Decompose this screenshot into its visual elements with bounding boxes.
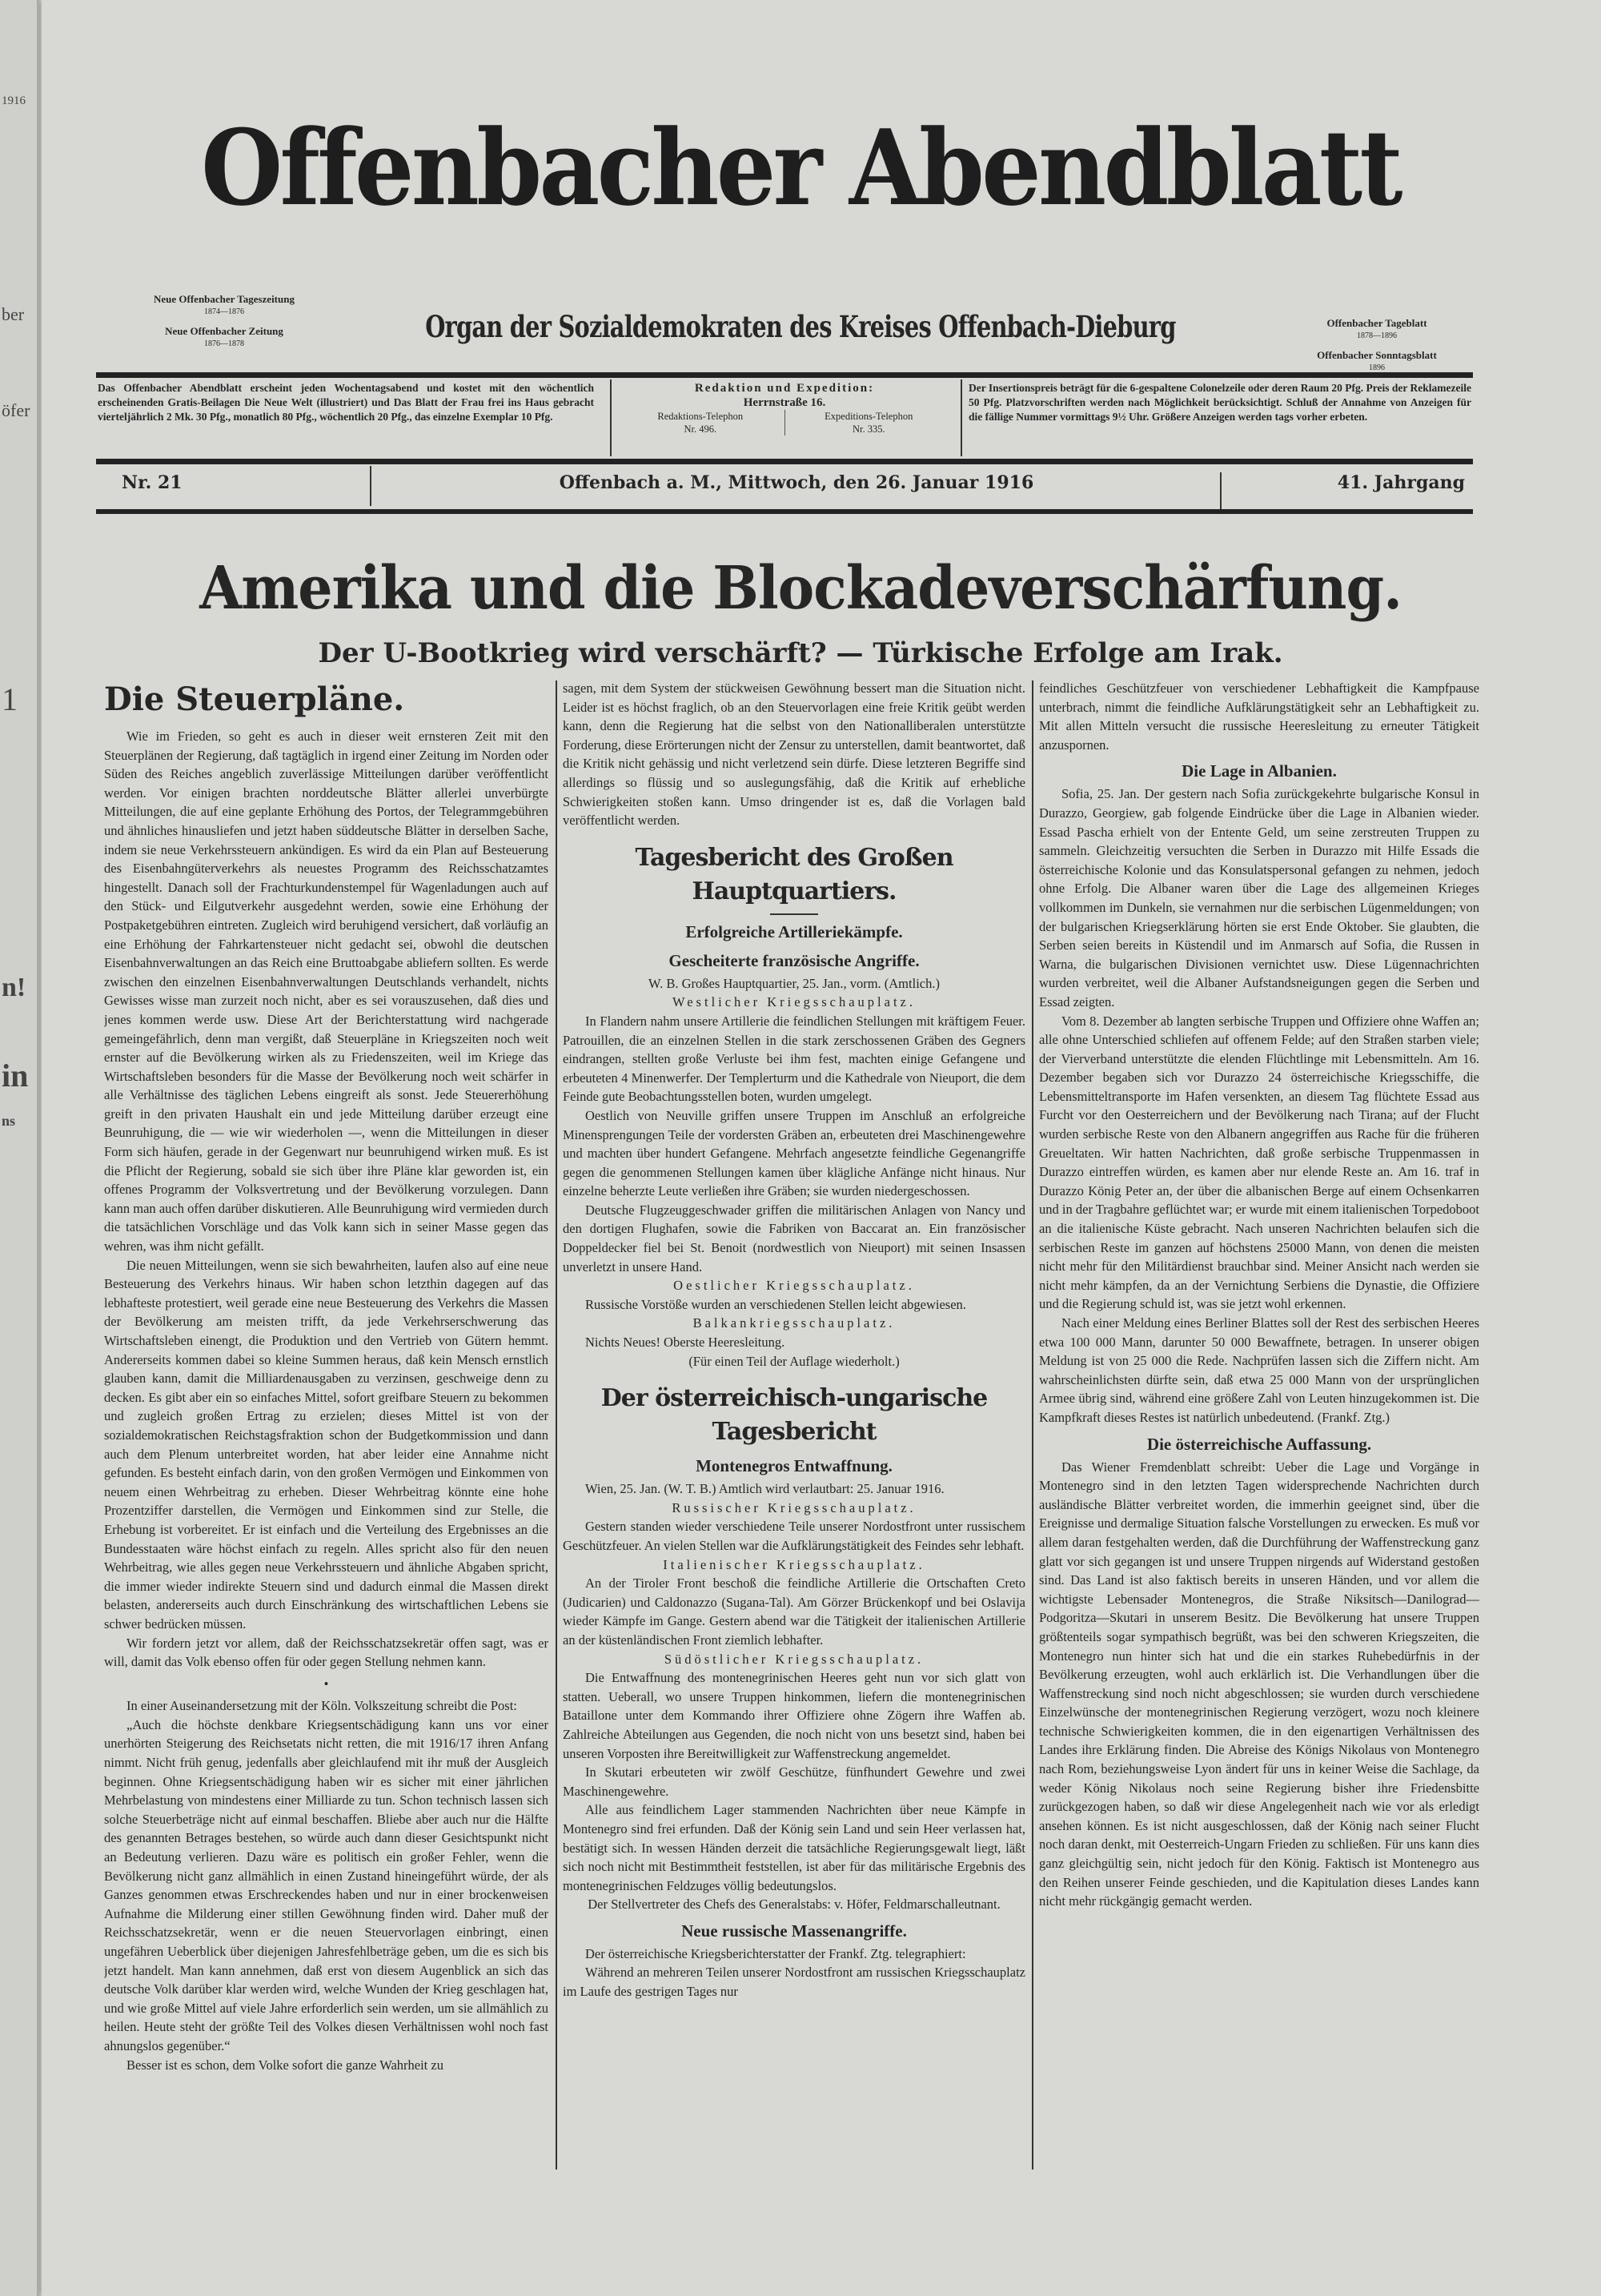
paragraph-continued: sagen, mit dem System der stückweisen Gewöhnung bessert man die Situation nicht. Leider ist es höchst fraglich, ob an den Steuervorlagen eine freie Kritik geübt werden kann, denn die Regierung hat die selbst von den Nationalliberalen unterstützte Forderung, diese Erörterungen nicht der Zensur zu unterstellen, damit beantwortet, daß die Kritik nicht gehässig und nicht verletzend sein dürfe. Diese letzteren Begriffe sind allerdings so flüssig und so auslegungsfähig, daß die Kritik auf erhebliche Schwierigkeiten stoßen kann. Umso dringender ist es, daß die Vorlagen bald veröffentlicht werden. (563, 680, 1025, 829)
theater-heading: Westlicher Kriegsschauplatz. (672, 994, 916, 1010)
paragraph: Nichts Neues! Oberste Heeresleitung. (585, 1335, 785, 1351)
column-divider (1032, 680, 1033, 2170)
paragraph: Die Entwaffnung des montenegrinischen Heeres geht nun vor sich glatt von statten. Ueberall, wo unsere Truppen hinkommen, liefern die montenegrinischen Bataillone unter dem Kommando ihrer Offiziere ohne Zögern ihre Waffen ab. Zahlreiche Abteilungen aus Gegenden, die noch nicht von uns besetzt sind, haben bei unseren Vorposten ihre Bereitwilligkeit zur Waffenstreckung angemeldet. (563, 1670, 1025, 1761)
theater-heading: Oestlicher Kriegsschauplatz. (673, 1278, 915, 1294)
section-heading: Erfolgreiche Artilleriekämpfe. (685, 921, 903, 941)
history-years: 1876—1878 (204, 339, 244, 348)
sub-headline: Der U-Bootkrieg wird verschärft? — Türkische Erfolge am Irak. (318, 637, 1283, 669)
divider (610, 379, 612, 456)
dateline-text: (Für einen Teil der Auflage wiederholt.) (688, 1353, 900, 1369)
sub-headline-line (0, 637, 1601, 669)
history-right (1273, 317, 1481, 375)
column-2 (563, 679, 1025, 2170)
history-name: Offenbacher Sonntagsblatt (1317, 349, 1437, 361)
section-heading: Die Lage in Albanien. (1182, 761, 1337, 781)
expedition-phone (785, 410, 953, 436)
newspaper-title: Offenbacher Abendblatt (201, 106, 1400, 229)
adjacent-fragment: öfer (2, 400, 30, 420)
paragraph: In Skutari erbeuteten wir zwölf Geschütze, fünfhundert Gewehre und zwei Maschinengewehre. (563, 1764, 1025, 1799)
advertising-info: Der Insertionspreis beträgt für die 6-gespaltene Colonelzeile oder deren Raum 20 Pfg. Preis der Reklamezeile 50 Pfg. Platzvorschriften werden nach Möglichkeit berücksichtigt. Schluß der Annahme von Anzeigen für die fällige Nummer vormittags 9½ Uhr. Größere Anzeigen werden tags vorher erbeten. (969, 382, 1471, 423)
paragraph: Sofia, 25. Jan. Der gestern nach Sofia zurückgekehrte bulgarische Konsul in Durazzo, Georgiew, gab folgende Eindrücke über die Lage in Albanien wieder. Essad Pascha erhielt von der Entente Geld, um seine zerstreuten Truppen zu sammeln. Gleichzeitig versuchten die Serben in Durazzo mit Hilfe Essads die österreichische Kolonie und das Konsulatspersonal gefangen zu nehmen, jedoch ohne Erfolg. Die Albaner waren über die Lage des allgemeinen Krieges vollkommen im Dunkeln, sie vernahmen nur die serbischen Lügenmeldungen; von der bulgarischen Kriegserklärung hörten sie erst Ende Oktober. Sie glaubten, die Serben seien bereits in Küstendil und im Anmarsch auf Sofia, die Russen in Warna, die bulgarischen Divisionen vernichtet usw. Diese Lügennachrichten wurden verbreitet, weil die Albaner Aufstandsneigungen gegen die Serben und Essad zeigten. (1039, 786, 1479, 1010)
dateline: Offenbach a. M., Mittwoch, den 26. Januar 1916 (559, 472, 1034, 493)
paragraph-continued: feindliches Geschützfeuer von verschiedener Lebhaftigkeit die Kampfpause unterbrach, nimmt die feindliche Aufklärungstätigkeit sehr an Lebhaftigkeit zu. Mit allen Mitteln versucht die russische Heeresleitung zu erneuter Tätigkeit anzuspornen. (1039, 680, 1479, 753)
article-title: Die Steuerpläne. (104, 680, 405, 718)
redaktion-phone (616, 410, 785, 436)
paragraph: Wir fordern jetzt vor allem, daß der Reichsschatzsekretär offen sagt, was er will, damit das Volk ebenso offen für oder gegen Stellung nehmen kann. (104, 1635, 548, 1670)
dateline-text: Der Stellvertreter des Chefs des Generalstabs: v. Höfer, Feldmarschalleutnant. (588, 1897, 1001, 1913)
adjacent-fragment: n! (2, 973, 26, 1002)
history-item (1273, 349, 1481, 375)
adjacent-fragment: ber (2, 304, 25, 324)
theater-heading: Südöstlicher Kriegsschauplatz. (664, 1651, 925, 1667)
paragraph: Während an mehreren Teilen unserer Nordostfront am russischen Kriegsschauplatz im Laufe des gestrigen Tages nur (563, 1965, 1025, 2000)
phone-label: Redaktions-Telephon (657, 411, 744, 422)
dateline-text: W. B. Großes Hauptquartier, 25. Jan., vorm. (Amtlich.) (648, 975, 940, 991)
theater-heading: Russischer Kriegsschauplatz. (672, 1499, 917, 1515)
newspaper-subtitle: Organ der Sozialdemokraten des Kreises Offenbach-Dieburg (425, 309, 1176, 344)
adjacent-fragment: 1916 (2, 94, 26, 107)
history-years: 1878—1896 (1357, 331, 1397, 340)
column-3 (1039, 679, 1479, 2170)
history-name: Neue Offenbacher Tageszeitung (154, 293, 295, 305)
adjacent-fragment: ns (2, 1113, 16, 1129)
paragraph: Die neuen Mitteilungen, wenn sie sich bewahrheiten, laufen also auf eine neue Besteuerung des Verkehrs hinaus. Wir haben schon letzthin dagegen auf das lebhafteste protestiert, weil gerade eine neue Besteuerung des Verkehrs die Massen der Bevölkerung am meisten trifft, da jede Verkehrserschwerung das Wirtschaftsleben einengt, die Produktion und den Vertrieb von Gütern hemmt. Andererseits kommen dabei so kleine Summen heraus, daß kein Mensch ernstlich glauben kann, damit die Milliardenausgaben zu verzinsen, geschweige denn zu decken. Es gibt aber ein so einfaches Mittel, sofort greifbare Steuern zu bekommen und zugleich großen Ertrag zu erzielen; dieses Mittel ist von der sozialdemokratischen Reichstagsfraktion schon der Budgetkommission und dann auch dem Plenum unterbreitet worden, hat aber leider eine Annahme nicht gefunden. Es besteht einfach darin, von den großen Vermögen und Einkommen von neuem einen Wehrbeitrag zu erheben. Dieser Wehrbeitrag könnte eine hohe Prozentziffer darstellen, die Vermögen und Einkommen sind zur Stelle, die Erhebung ist vorbereitet. Er ist einfach und die Verteilung des Ergebnisses an die Bundesstaaten wäre höchst einfach zu regeln. Alles spricht also für den neuen Wehrbeitrag, wie alles gegen neue Verkehrssteuern und ähnliche Abgaben spricht, die immer wieder indirekte Steuern sind und dadurch einmal die Massen direkt belasten, andererseits auch durch Einschränkung des wirtschaftlichen Lebens sie schwer bedrücken müssen. (104, 1257, 548, 1632)
masthead-rule (96, 509, 1473, 514)
section-title: Der österreichisch-ungarische Tagesbericht (600, 1384, 988, 1447)
history-years: 1896 (1369, 363, 1385, 372)
main-headline: Amerika und die Blockadeverschärfung. (199, 554, 1402, 623)
main-headline-line (0, 552, 1601, 624)
section-title: Tagesbericht des Großen Hauptquartiers. (635, 843, 953, 905)
separator-rule (770, 913, 818, 915)
office-info (616, 381, 953, 455)
column-1 (104, 679, 548, 2170)
paragraph: Russische Vorstöße wurden an verschiedenen Stellen leicht abgewiesen. (585, 1296, 966, 1312)
masthead-rule (96, 459, 1473, 464)
paragraph: Das Wiener Fremdenblatt schreibt: Ueber die Lage und Vorgänge in Montenegro sind in den letzten Tagen widersprechende Nachrichten durch ausländische Blätter verbreitet worden, die immerhin geeignet sind, über die Ereignisse und dermalige Situation falsche Vorstellungen zu erwecken. Es muß vor allem daran festgehalten werden, daß die Durchführung der Waffenstreckung ganz glatt vor sich gegangen ist und unsere Truppen nirgends auf Widerstand gestoßen sind. Das Land ist also faktisch bereits in unseren Händen, und vor allem die wichtigste Lebensader Montenegros, die Straße Niksitsch—Danilograd—Podgoritza—Skutari in unserem Besitz. Die Bevölkerung hat unsere Truppen größtenteils sogar sympathisch begrüßt, was bei den schweren Kriegszeiten, die Montenegro nun hinter sich hat und die ein starkes Ruhebedürfnis in der Bevölkerung erzeugten, wohl auch erklärlich ist. Die Verhandlungen über die Waffenstreckung sind noch nicht abgeschlossen; sie wurden durch verschiedene Einzelwünsche der montenegrinischen Regierung verzögert, wozu noch kleinere technische Schwierigkeiten kommen, die in den eigenartigen Verhältnissen des Landes ihre Erklärung finden. Die Abreise des Königs Nikolaus von Montenegro nach Rom, beziehungsweise Lyon ändert für uns in keiner Weise die Sachlage, da weder König Nikolaus noch seine Regierung bisher ihre Friedensbitte zurückgezogen haben, so daß wir diese Angelegenheit nach wie vor als erledigt ansehen können. Es ist nicht ausgeschlossen, daß der König nach seiner Flucht noch daran denkt, mit Oesterreich-Ungarn Frieden zu schließen. Für uns kann dies ganz gleichgültig sein, nicht jedoch für den König. Faktisch ist Montenegro aus den Reihen unserer Feinde geschieden, und die Kapitulation dieses Landes kann nicht mehr rückgängig gemacht werden. (1039, 1459, 1479, 1909)
subscription-info: Das Offenbacher Abendblatt erscheint jeden Wochentagsabend und kostet mit den wöchentlich erscheinenden Gratis-Beilagen Die Neue Welt (illustriert) und Das Blatt der Frau frei ins Haus gebracht vierteljährlich 2 Mk. 30 Pfg., monatlich 80 Pfg., wöchentlich 20 Pfg., das einzelne Exemplar 10 Pfg. (98, 382, 594, 423)
paragraph: Oestlich von Neuville griffen unsere Truppen im Anschluß an erfolgreiche Minensprengungen Teile der vordersten Gräben an, erbeuteten drei Maschinengewehre und machten über hundert Gefangene. Mehrfach angesetzte feindliche Gegenangriffe gegen die genommenen Stellungen kamen über klägliche Anfänge nicht hinaus. Nur einzelne beherzte Leute verließen ihre Gräben; sie wurden niedergeschossen. (563, 1107, 1025, 1199)
section-heading: Gescheiterte französische Angriffe. (668, 950, 920, 970)
phone-label: Expeditions-Telephon (825, 411, 913, 422)
divider (961, 379, 962, 456)
theater-heading: Balkankriegsschauplatz. (692, 1315, 896, 1331)
office-heading: Redaktion und Expedition: (694, 382, 875, 395)
adjacent-fragment: 1 (2, 681, 18, 717)
section-heading: Montenegros Entwaffnung. (696, 1456, 893, 1476)
phone-number: Nr. 335. (852, 423, 885, 435)
history-name: Neue Offenbacher Zeitung (165, 325, 283, 337)
divider (370, 466, 371, 506)
paragraph: In einer Auseinandersetzung mit der Köln. Volkszeitung schreibt die Post: (126, 1698, 517, 1714)
paragraph: „Auch die höchste denkbare Kriegsentschädigung kann uns vor einer unerhörten Steigerung des Reichsetats nicht retten, die mit 1916/17 ihren Anfang nimmt. Nicht früh genug, jedenfalls aber gleichlaufend mit ihr muß der Ausgleich beginnen. Ohne Kriegsentschädigung haben wir es sicher mit einer jährlichen Mehrbelastung von mindestens einer Milliarde zu tun. Schon technisch lassen sich solche Steuerbeträge nicht auf einmal beschaffen. Bliebe aber auch nur die Hälfte des genannten Betrages bestehen, so würde auch dann dieser Gesichtspunkt nicht an Bedeutung verlieren. Dazu wäre es politisch ein großer Fehler, wenn die Bevölkerung nicht ganz allmählich in einen Zustand hineingeführt würde, der als Ganzes genommen etwas Erschreckendes haben und nur in einer brockenweisen Aufnahme die Milderung einer stillen Gewöhnung finden wird. Daher muß der Reichsschatzsekretär, wenn er die neuen Steuervorlagen einbringt, einen ungefähren Ueberblick über diejenigen Jahresfehlbeträge geben, um die es sich bis jetzt handelt. Man kann annehmen, daß erst von diesem Augenblick an sich das deutsche Volk darüber klar werden wird, welche Wunden der Krieg geschlagen hat, und wie große Mittel auf viele Jahre erforderlich sein werden, um sie allmählich zu heilen. Heute steht der größte Teil des Volkes diesen Verhältnissen wohl noch fast ahnungslos gegenüber.“ (104, 1716, 548, 2053)
column-divider (556, 680, 557, 2170)
history-name: Offenbacher Tageblatt (1326, 317, 1427, 329)
paragraph: Der österreichische Kriegsberichterstatter der Frankf. Ztg. telegraphiert: (585, 1945, 966, 1961)
issue-number: Nr. 21 (122, 472, 183, 493)
volume: 41. Jahrgang (1337, 472, 1465, 493)
paragraph: In Flandern nahm unsere Artillerie die feindlichen Stellungen mit kräftigem Feuer. Patrouillen, die an einzelnen Stellen in die stark zerschossenen Gräben des Gegners eindrangen, stellten große Verluste bei ihm fest, machten einige Gefangene und erbeuteten 4 Minenwerfer. Der Templerturm und die Kathedrale von Nieuport, die dem Feinde gute Beobachtungsstellen boten, wurden umgelegt. (563, 1013, 1025, 1105)
paragraph: Gestern standen wieder verschiedene Teile unserer Nordostfront unter russischem Geschützfeuer. An vielen Stellen war die Aufklärungstätigkeit des Feindes sehr lebhaft. (563, 1519, 1025, 1553)
history-item (1273, 317, 1481, 343)
paragraph: Wien, 25. Jan. (W. T. B.) Amtlich wird verlautbart: 25. Januar 1916. (585, 1481, 945, 1497)
theater-heading: Italienischer Kriegsschauplatz. (663, 1556, 925, 1572)
adjacent-fragment: in (2, 1058, 29, 1094)
masthead-rule (96, 372, 1473, 378)
phone-number: Nr. 496. (684, 423, 717, 435)
divider (1220, 472, 1222, 512)
paragraph: Wie im Frieden, so geht es auch in dieser weit ernsteren Zeit mit den Steuerplänen der Regierung, daß tagtäglich in irgend einer Zeitung im Norden oder Süden des Reiches angeblich zuverlässige Mitteilungen darüber veröffentlicht werden. Vor einigen brachten norddeutsche Blätter allerlei unverbürgte Mitteilungen, die auf eine geplante Erhöhung des Portos, der Telegrammgebühren und ähnliches hinausliefen und jetzt haben süddeutsche Blätter in derselben Sache, indem sie neue Verkehrssteuern ankündigen. Es wird da ein Plan auf Besteuerung des Eisenbahngüterverkehrs als neuestes Programm des Reichsschatzamtes hingestellt. Danach soll der Frachturkundenstempel für Wagenladungen auch auf den Stück- und Eilgutverkehr ausgedehnt werden, sowie eine Erhöhung der Postpaketgebühren eintreten. Zugleich wird beruhigend versichert, daß vorläufig an eine Erhöhung der Fahrkartensteuer nicht gedacht sei, obwohl die deutschen Eisenbahnverwaltungen an das Reich eine Bruttoabgabe abliefern sollten. Es werde zwischen den einzelnen Eisenbahnverwaltungen Deutschlands verhandelt, nichts Gewisses wisse man zurzeit noch nicht, aber es sei vorauszusehen, daß dies und jenes kommen werde usw. Diese Art der Berichterstattung wird nachgerade gemeingefährlich, denn man vergißt, daß Steuerpläne in Kriegszeiten noch weit ernster auf die Bevölkerung wirken als zu Friedenszeiten, weil im Kriege das Wirtschaftsleben besonders für die Masse der Bevölkerung noch weit schärfer in alle Verhältnisse des täglichen Lebens eingreift als sonst. Jede Steuererhöhung greift in den privaten Haushalt ein und jede Mitteilung darüber erzeugt eine Beunruhigung, die — wie wir wiederholen —, wenn die Mitteilungen in dieser Form sich häufen, gerade in der Gegenwart nur beunruhigend wirken muß. Es ist die Pflicht der Regierung, sobald sie sich über ihre Pläne klar geworden ist, ein offenes Programm der Volksvertretung und der Bevölkerung vorzulegen. Dann kann man auch offen darüber diskutieren. Alle Beunruhigung wird vermieden durch die tatsächlichen Vorschläge und das Volk kann sich in seiner Masse gegen das wehren, was ihm nicht gefällt. (104, 729, 548, 1254)
paragraph: An der Tiroler Front beschoß die feindliche Artillerie die Ortschaften Creto (Judicarien) und Caldonazzo (Sugana-Tal). Am Görzer Brückenkopf und bei Oslavija wieder Kämpfe im Gange. Gestern abend war die Tätigkeit der italienischen Artillerie an der küstenländischen Front ziemlich lebhafter. (563, 1575, 1025, 1648)
newspaper-title-line (0, 104, 1601, 232)
paragraph: Deutsche Flugzeuggeschwader griffen die militärischen Anlagen von Nancy und den dortigen Flughafen, sowie die Fabriken von Baccarat an. Ein französischer Doppeldecker fiel bei St. Benoit (nordwestlich von Nieuport) mit seinen Insassen unverletzt in unsere Hand. (563, 1202, 1025, 1274)
paragraph: Vom 8. Dezember ab langten serbische Truppen und Offiziere ohne Waffen an; alle ohne Unterschied schliefen auf offenem Felde; auf den Straßen starben viele; der Vierverband unterstützte die elenden Flüchtlinge mit Lebensmitteln. Am 16. Dezember begaben sich vor Durazzo 24 österreichische Kriegsschiffe, die Lebensmitteltransporte im Hafen versenkten, an diesem Tag flüchtete Essad aus Furcht vor den Oesterreichern und der Bevölkerung nach Tirana; auf der Flucht wurden serbische Reste von den Albanern angegriffen aus Rache für die früheren Greueltaten. Wir hatten Nachrichten, daß große serbische Truppenmassen in Durazzo eintreffen würden, es kamen aber nur elende Reste an. Am 16. traf in Durazzo König Peter an, der über die albanischen Berge auf einem Ochsenkarren und in der Tragbahre geflüchtet war; er wurde mit einem italienischen Torpedoboot an die italienische Küste gebracht. Nach unseren Nachrichten belaufen sich die serbischen Reste im ganzen auf höchstens 25000 Mann, von denen die meisten nicht mehr für den Militärdienst brauchbar sind. Meiner Ansicht nach werden sie nicht mehr kämpfen, da an der Vernichtung Serbiens die Dynastie, die Offiziere und die Regierung schuld ist, was sie jetzt wohl erkennen. (1039, 1013, 1479, 1312)
paragraph: Alle aus feindlichem Lager stammenden Nachrichten über neue Kämpfe in Montenegro sind frei erfunden. Daß der König sein Land und sein Heer verlassen hat, bestätigt sich. In wessen Händen derzeit die tatsächliche Regierungsgewalt liegt, läßt sich noch nicht mit Bestimmtheit feststellen, ist aber für das militärische Ergebnis des montenegrinischen Feldzuges völlig bedeutungslos. (563, 1802, 1025, 1893)
office-address: Herrnstraße 16. (743, 396, 826, 409)
history-years: 1874—1876 (204, 307, 244, 316)
section-heading: Neue russische Massenangriffe. (681, 1921, 907, 1941)
paragraph: Besser ist es schon, dem Volke sofort die ganze Wahrheit zu (126, 2057, 443, 2073)
separator: • (323, 1676, 329, 1692)
section-heading: Die österreichische Auffassung. (1146, 1434, 1372, 1454)
paragraph: Nach einer Meldung eines Berliner Blattes soll der Rest des serbischen Heeres etwa 100 000 Mann, darunter 50 000 Bewaffnete, betragen. In unserer obigen Meldung ist von 25 000 die Rede. Nachprüfen lassen sich die Ziffern nicht. Am wahrscheinlichsten dürfte sein, daß etwa 25 000 Mann von der ursprünglichen Armee übrig sind, während eine größere Zahl von Leuten hinzugekommen ist. Die Kampfkraft dieses Restes ist natürlich unbedeutend. (Frankf. Ztg.) (1039, 1315, 1479, 1425)
